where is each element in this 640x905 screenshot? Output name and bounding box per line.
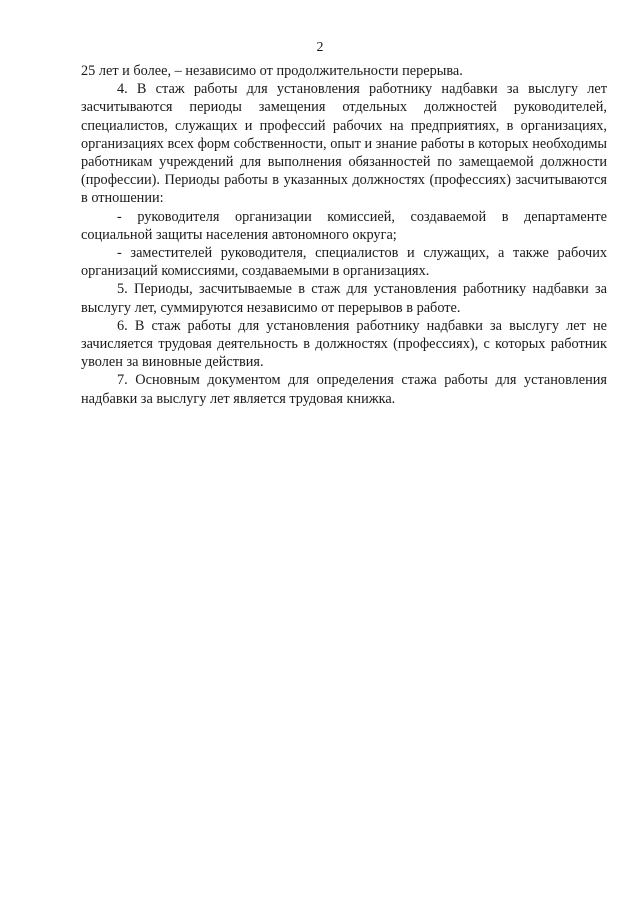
paragraph-subitem-deputies: - заместителей руководителя, специалистов и служащих, а также рабочих организаций комиссиями, создаваемыми в организациях. [81,245,607,280]
paragraph-item-4: 4. В стаж работы для установления работнику надбавки за выслугу лет засчитываются периоды замещения отдельных должностей руководителей, специалистов, служащих и профессий рабочих на предприятиях, в организациях, организациях всех форм собственности, опыт и знание работы в которых необходимы работникам учреждений для выполнения обязанностей по замещаемой должности (профессии). Периоды работы в указанных должностях (профессиях) засчитываются в отношении: [81,81,607,207]
paragraph-item-7: 7. Основным документом для определения стажа работы для установления надбавки за выслугу лет является трудовая книжка. [81,372,607,407]
paragraph-continuation: 25 лет и более, – независимо от продолжительности перерыва. [81,63,463,79]
document-body [81,62,607,408]
page-number: 2 [316,40,324,55]
paragraph-subitem-head: - руководителя организации комиссией, создаваемой в департаменте социальной защиты населения автономного округа; [81,208,607,243]
paragraph-item-6: 6. В стаж работы для установления работнику надбавки за выслугу лет не зачисляется трудовая деятельность в должностях (профессиях), с которых работник уволен за виновные действия. [81,317,607,371]
paragraph-item-5: 5. Периоды, засчитываемые в стаж для установления работнику надбавки за выслугу лет, суммируются независимо от перерывов в работе. [81,281,607,316]
